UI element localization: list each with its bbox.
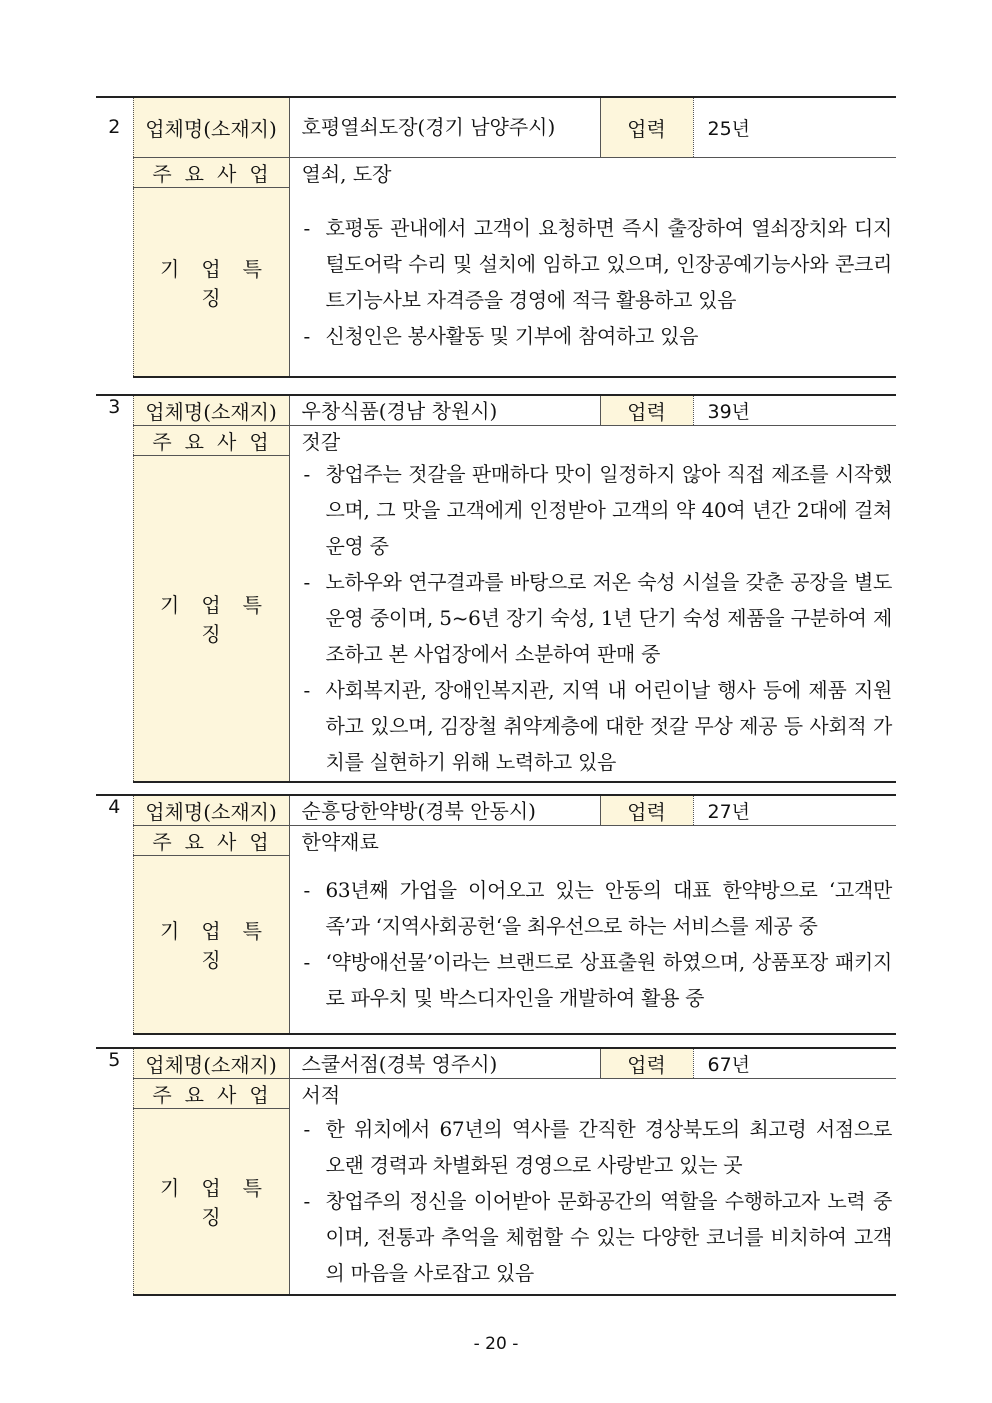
company-entry-3: [96, 394, 896, 783]
features-label: 기업특징: [133, 187, 289, 377]
entry-number: 3: [96, 395, 133, 782]
entry-number: 2: [96, 97, 133, 377]
career-years: 27년: [693, 795, 896, 826]
business-value: 젓갈: [289, 426, 896, 456]
company-name: [289, 1048, 600, 1079]
career-label: 업력: [600, 395, 693, 426]
features-list: [302, 1111, 893, 1291]
features-label: 기업특징: [133, 856, 289, 1034]
features-label: 기업특징: [133, 1109, 289, 1295]
feature-item: - 사회복지관, 장애인복지관, 지역 내 어린이날 행사 등에 제품 지원하고 있으며, 김장철 취약계층에 대한 젓갈 무상 제공 등 사회적 가치를 실현하기 위해 노력하고 있음: [302, 672, 893, 780]
feature-item: - 창업주는 젓갈을 판매하다 맛이 일정하지 않아 직접 제조를 시작했으며, 그 맛을 고객에게 인정받아 고객의 약 40여 년간 2대에 걸쳐 운영 중: [302, 456, 893, 564]
features-cell: [289, 456, 896, 782]
feature-item: - 노하우와 연구결과를 바탕으로 저온 숙성 시설을 갖춘 공장을 별도 운영 중이며, 5~6년 장기 숙성, 1년 단기 숙성 제품을 구분하여 제조하고 본 사업장에서 소분하여 판매 중: [302, 564, 893, 672]
career-label: 업력: [600, 1048, 693, 1079]
feature-item: - 63년째 가업을 이어오고 있는 안동의 대표 한약방으로 ‘고객만족’과 ‘지역사회공헌‘을 최우선으로 하는 서비스를 제공 중: [302, 872, 893, 944]
feature-item: - 창업주의 정신을 이어받아 문화공간의 역할을 수행하고자 노력 중이며, 전통과 추억을 체험할 수 있는 다양한 코너를 비치하여 고객의 마음을 사로잡고 있음: [302, 1183, 893, 1291]
feature-item: - 한 위치에서 67년의 역사를 간직한 경상북도의 최고령 서점으로 오랜 경력과 차별화된 경영으로 사랑받고 있는 곳: [302, 1111, 893, 1183]
feature-item: - 호평동 관내에서 고객이 요청하면 즉시 출장하여 열쇠장치와 디지털도어락 수리 및 설치에 임하고 있으며, 인장공예기능사와 콘크리트기능사보 자격증을 경영에 적극 활용하고 있음: [302, 210, 893, 318]
features-list: [302, 210, 893, 354]
company-name-label: 업체명(소재지): [133, 395, 289, 426]
business-label: 주요사업: [133, 426, 289, 456]
company-name-label: 업체명(소재지): [133, 1048, 289, 1079]
career-label: 업력: [600, 795, 693, 826]
business-label: 주요사업: [133, 826, 289, 856]
company-name-text: 순흥당한약방(경북 안동시): [301, 798, 536, 823]
features-list: [302, 456, 893, 780]
features-cell: [289, 1109, 896, 1295]
features-list: [302, 872, 893, 1016]
career-years: 67년: [693, 1048, 896, 1079]
business-value: 열쇠, 도장: [289, 157, 896, 187]
business-value: 서적: [289, 1079, 896, 1109]
business-value: 한약재료: [289, 826, 896, 856]
business-label: 주요사업: [133, 157, 289, 187]
company-entry-5: [96, 1047, 896, 1296]
company-name-text: 우창식품(경남 창원시): [301, 398, 498, 423]
company-name-label: 업체명(소재지): [133, 795, 289, 826]
feature-item: - 신청인은 봉사활동 및 기부에 참여하고 있음: [302, 318, 893, 354]
career-years: 25년: [693, 97, 896, 157]
feature-item: - ‘약방애선물’이라는 브랜드로 상표출원 하였으며, 상품포장 패키지로 파우치 및 박스디자인을 개발하여 활용 중: [302, 944, 893, 1016]
company-entry-4: [96, 794, 896, 1035]
page-number: - 20 -: [473, 1334, 519, 1354]
entry-number: 5: [96, 1048, 133, 1295]
company-entry-2: [96, 96, 896, 378]
career-label: 업력: [600, 97, 693, 157]
company-name-label: 업체명(소재지): [133, 97, 289, 157]
features-cell: [289, 187, 896, 377]
business-label: 주요사업: [133, 1079, 289, 1109]
career-years: 39년: [693, 395, 896, 426]
features-cell: [289, 856, 896, 1034]
company-name-text: 스쿨서점(경북 영주시): [301, 1051, 498, 1076]
company-name-text: 호평열쇠도장(경기 남양주시): [301, 115, 556, 140]
features-label: 기업특징: [133, 456, 289, 782]
company-name: [289, 97, 600, 157]
entry-number: 4: [96, 795, 133, 1034]
company-name: [289, 395, 600, 426]
company-name: [289, 795, 600, 826]
